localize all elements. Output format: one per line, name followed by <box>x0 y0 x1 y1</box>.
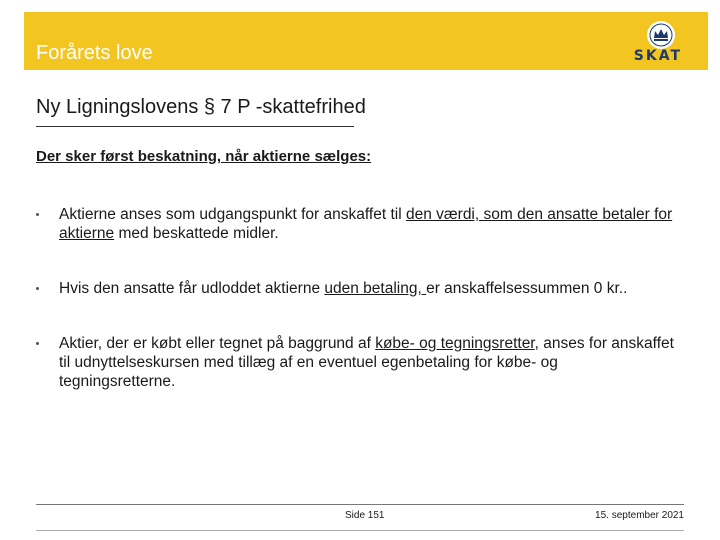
header-title: Forårets love <box>36 42 153 64</box>
bullet-underlined-text: købe- og tegningsretter <box>375 335 535 352</box>
bullet-item <box>36 334 676 391</box>
intro-text: Der sker først beskatning, når aktierne sælges: <box>36 148 372 165</box>
bullet-underlined-text: uden betaling, <box>324 280 427 297</box>
subtitle-divider <box>36 126 354 127</box>
bullet-text: er anskaffelsessummen 0 kr.. <box>426 280 628 297</box>
header-bar <box>24 12 708 70</box>
page-number: Side 151 <box>345 510 385 521</box>
footer-date: 15. september 2021 <box>595 510 684 521</box>
skat-logo <box>614 18 684 66</box>
slide-subtitle: Ny Ligningslovens § 7 P -skattefrihed <box>36 96 366 118</box>
crown-emblem-icon <box>646 20 676 50</box>
bullet-text: Aktierne anses som udgangspunkt for anskaffet til <box>59 206 406 223</box>
bullet-text: med beskattede midler. <box>114 225 279 242</box>
bullet-underlined-text: den værdi, som den ansatte betaler for aktierne <box>59 206 673 242</box>
bullet-list <box>36 205 676 427</box>
footer-divider <box>36 504 684 505</box>
bullet-text: , anses for anskaffet til udnyttelseskursen med tillæg af en eventuel egenbetaling for købe- og tegningsretterne. <box>59 335 674 390</box>
bullet-item <box>36 205 676 243</box>
bullet-text: Aktier, der er købt eller tegnet på baggrund af <box>59 335 376 352</box>
bullet-text: Hvis den ansatte får udloddet aktierne <box>59 280 325 297</box>
logo-wordmark: SKAT <box>633 48 682 64</box>
footer-bottom-divider <box>36 530 684 531</box>
bullet-item <box>36 279 676 298</box>
